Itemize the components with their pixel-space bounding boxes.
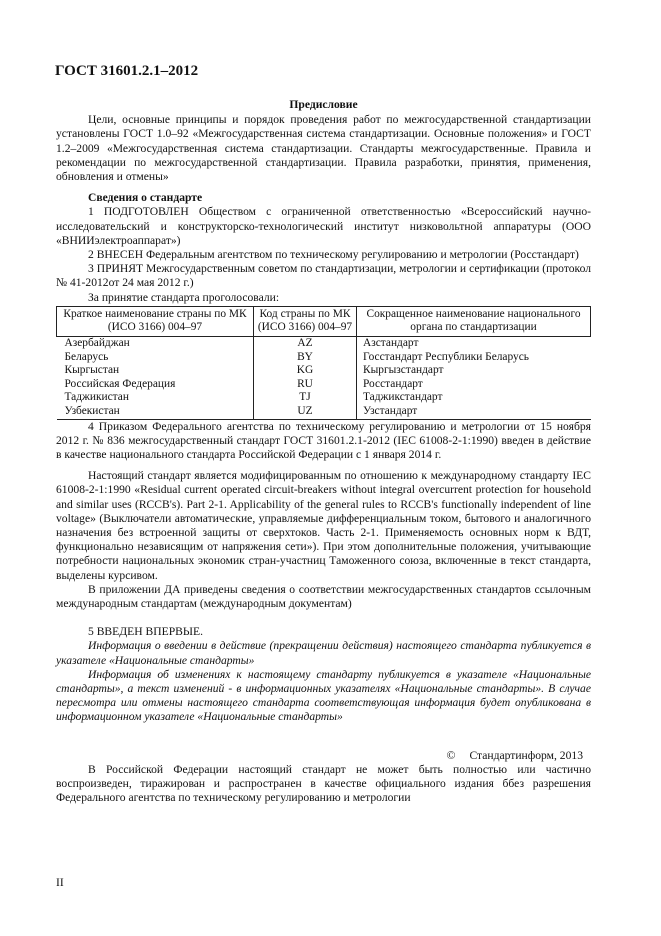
info-item-5: 5 ВВЕДЕН ВПЕРВЫЕ. [88,625,203,639]
table-row [57,364,591,378]
reproduction-notice: В Российской Федерации настоящий стандарт не может быть полностью или частично воспроизведен, тиражирован и распространен в качестве официального издания ббез разрешения Федерального агентства по техническому регулированию и метрологии [56,762,591,805]
table-row [57,405,591,419]
header-agency: Сокращенное наименование национального органа по стандартизации [357,306,591,336]
header-code: Код страны по МК (ИСО 3166) 004–97 [254,306,357,336]
agency-name: Узстандарт [357,405,591,419]
country-code: KG [254,364,357,378]
country-name: Азербайджан [64,337,130,350]
country-code: RU [254,378,357,392]
country-code: AZ [254,337,357,351]
page-number: II [56,876,64,889]
table-row [57,337,591,351]
header-country: Краткое наименование страны по МК (ИСО 3166) 004–97 [57,306,254,336]
info-item-2: 2 ВНЕСЕН Федеральным агентством по техническому регулированию и метрологии (Росстандарт) [88,248,579,262]
copyright-icon: © [446,748,456,762]
appendix-note: В приложении ДА приведены сведения о соответствии межгосударственных стандартов ссылочным международным стандартам (международным документам) [56,582,591,611]
country-name: Узбекистан [57,405,254,419]
info-title: Сведения о стандарте [88,191,203,205]
italic-note-1: Информация о введении в действие (прекращении действия) настоящего стандарта публикуется в указателе «Национальные стандарты» [56,639,591,667]
page-content [56,98,591,805]
table-header-row [57,306,591,336]
copyright-line [56,749,591,763]
country-name: Кыргыстан [64,364,120,377]
info-item-3: 3 ПРИНЯТ Межгосударственным советом по стандартизации, метрологии и сертификации (протокол № 41-2012от 24 мая 2012 г.) [56,262,591,290]
agency-name: Азстандарт [363,337,419,350]
italic-note-2: Информация об изменениях к настоящему стандарту публикуется в указателе «Национальные стандарты», а текст изменений - в информационных указателях «Национальные стандарты». В случае пересмотра или отмены настоящего стандарта соответствующая информация будет опубликована в информационном указателе «Национальные стандарты» [56,667,591,724]
modification-note: Настоящий стандарт является модифицированным по отношению к международному стандарту IEC 61008-2-1:1990 «Residual current operated circuit-breakers without integral overcurrent protection for household and similar uses (RCCB's). Part 2-1. Applicability of the general rules to RCCB's functionally independent of line voltage» (Выключатели автоматические, управляемые дифференциальным током, бытового и аналогичного назначения без встроенной защиты от сверхтоков. Часть 2-1. Применяемость основных норм к ВДТ, функционально независящим от напряжения сети»). При этом дополнительные положения, учитывающие потребности национальных экономик стран-участниц Таможенного союза, включенные в текст стандарта, выделены курсивом. [56,469,591,582]
document-code: ГОСТ 31601.2.1–2012 [55,63,199,79]
info-item-1: 1 ПОДГОТОВЛЕН Обществом с ограниченной ответственностью «Всероссийский научно-исследовательский и конструкторско-технологический институт низковольтной аппаратуры (ООО «ВНИИэлектроаппарат») [56,205,591,247]
agency-name: Кыргызстандарт [363,364,444,377]
table-row [57,351,591,365]
foreword-intro: Цели, основные принципы и порядок проведения работ по межгосударственной стандартизации установлены ГОСТ 1.0–92 «Межгосударственная система стандартизации. Основные положения» и ГОСТ 1.2–2009 «Межгосударственная система стандартизации. Стандарты межгосударственные. Правила и рекомендации по межгосударственной стандартизации. Правила разработки, принятия, применения, обновления и отмены» [56,113,591,184]
country-name: Российская Федерация [64,377,176,390]
country-code: TJ [254,391,357,405]
agency-name: Росстандарт [363,377,423,390]
copyright-text: Стандартинформ, 2013 [469,748,583,762]
agency-name: Таджикстандарт [363,391,443,404]
foreword-title: Предисловие [289,98,358,111]
agency-name: Госстандарт Республики Беларусь [363,350,529,363]
country-name: Таджикистан [64,391,129,404]
table-row [57,378,591,392]
country-code: BY [254,351,357,365]
country-code: UZ [254,405,357,419]
vote-line: За принятие стандарта проголосовали: [88,290,280,304]
countries-table [56,306,591,420]
country-name: Беларусь [64,350,109,363]
table-row [57,391,591,405]
info-item-4: 4 Приказом Федерального агентства по техническому регулированию и метрологии от 15 ноября 2012 г. № 836 межгосударственный стандарт ГОСТ 31601.2.1-2012 (IEC 61008-2-1:1990) введен в действие в качестве национального стандарта Российской Федерации с 1 января 2014 г. [56,419,591,461]
